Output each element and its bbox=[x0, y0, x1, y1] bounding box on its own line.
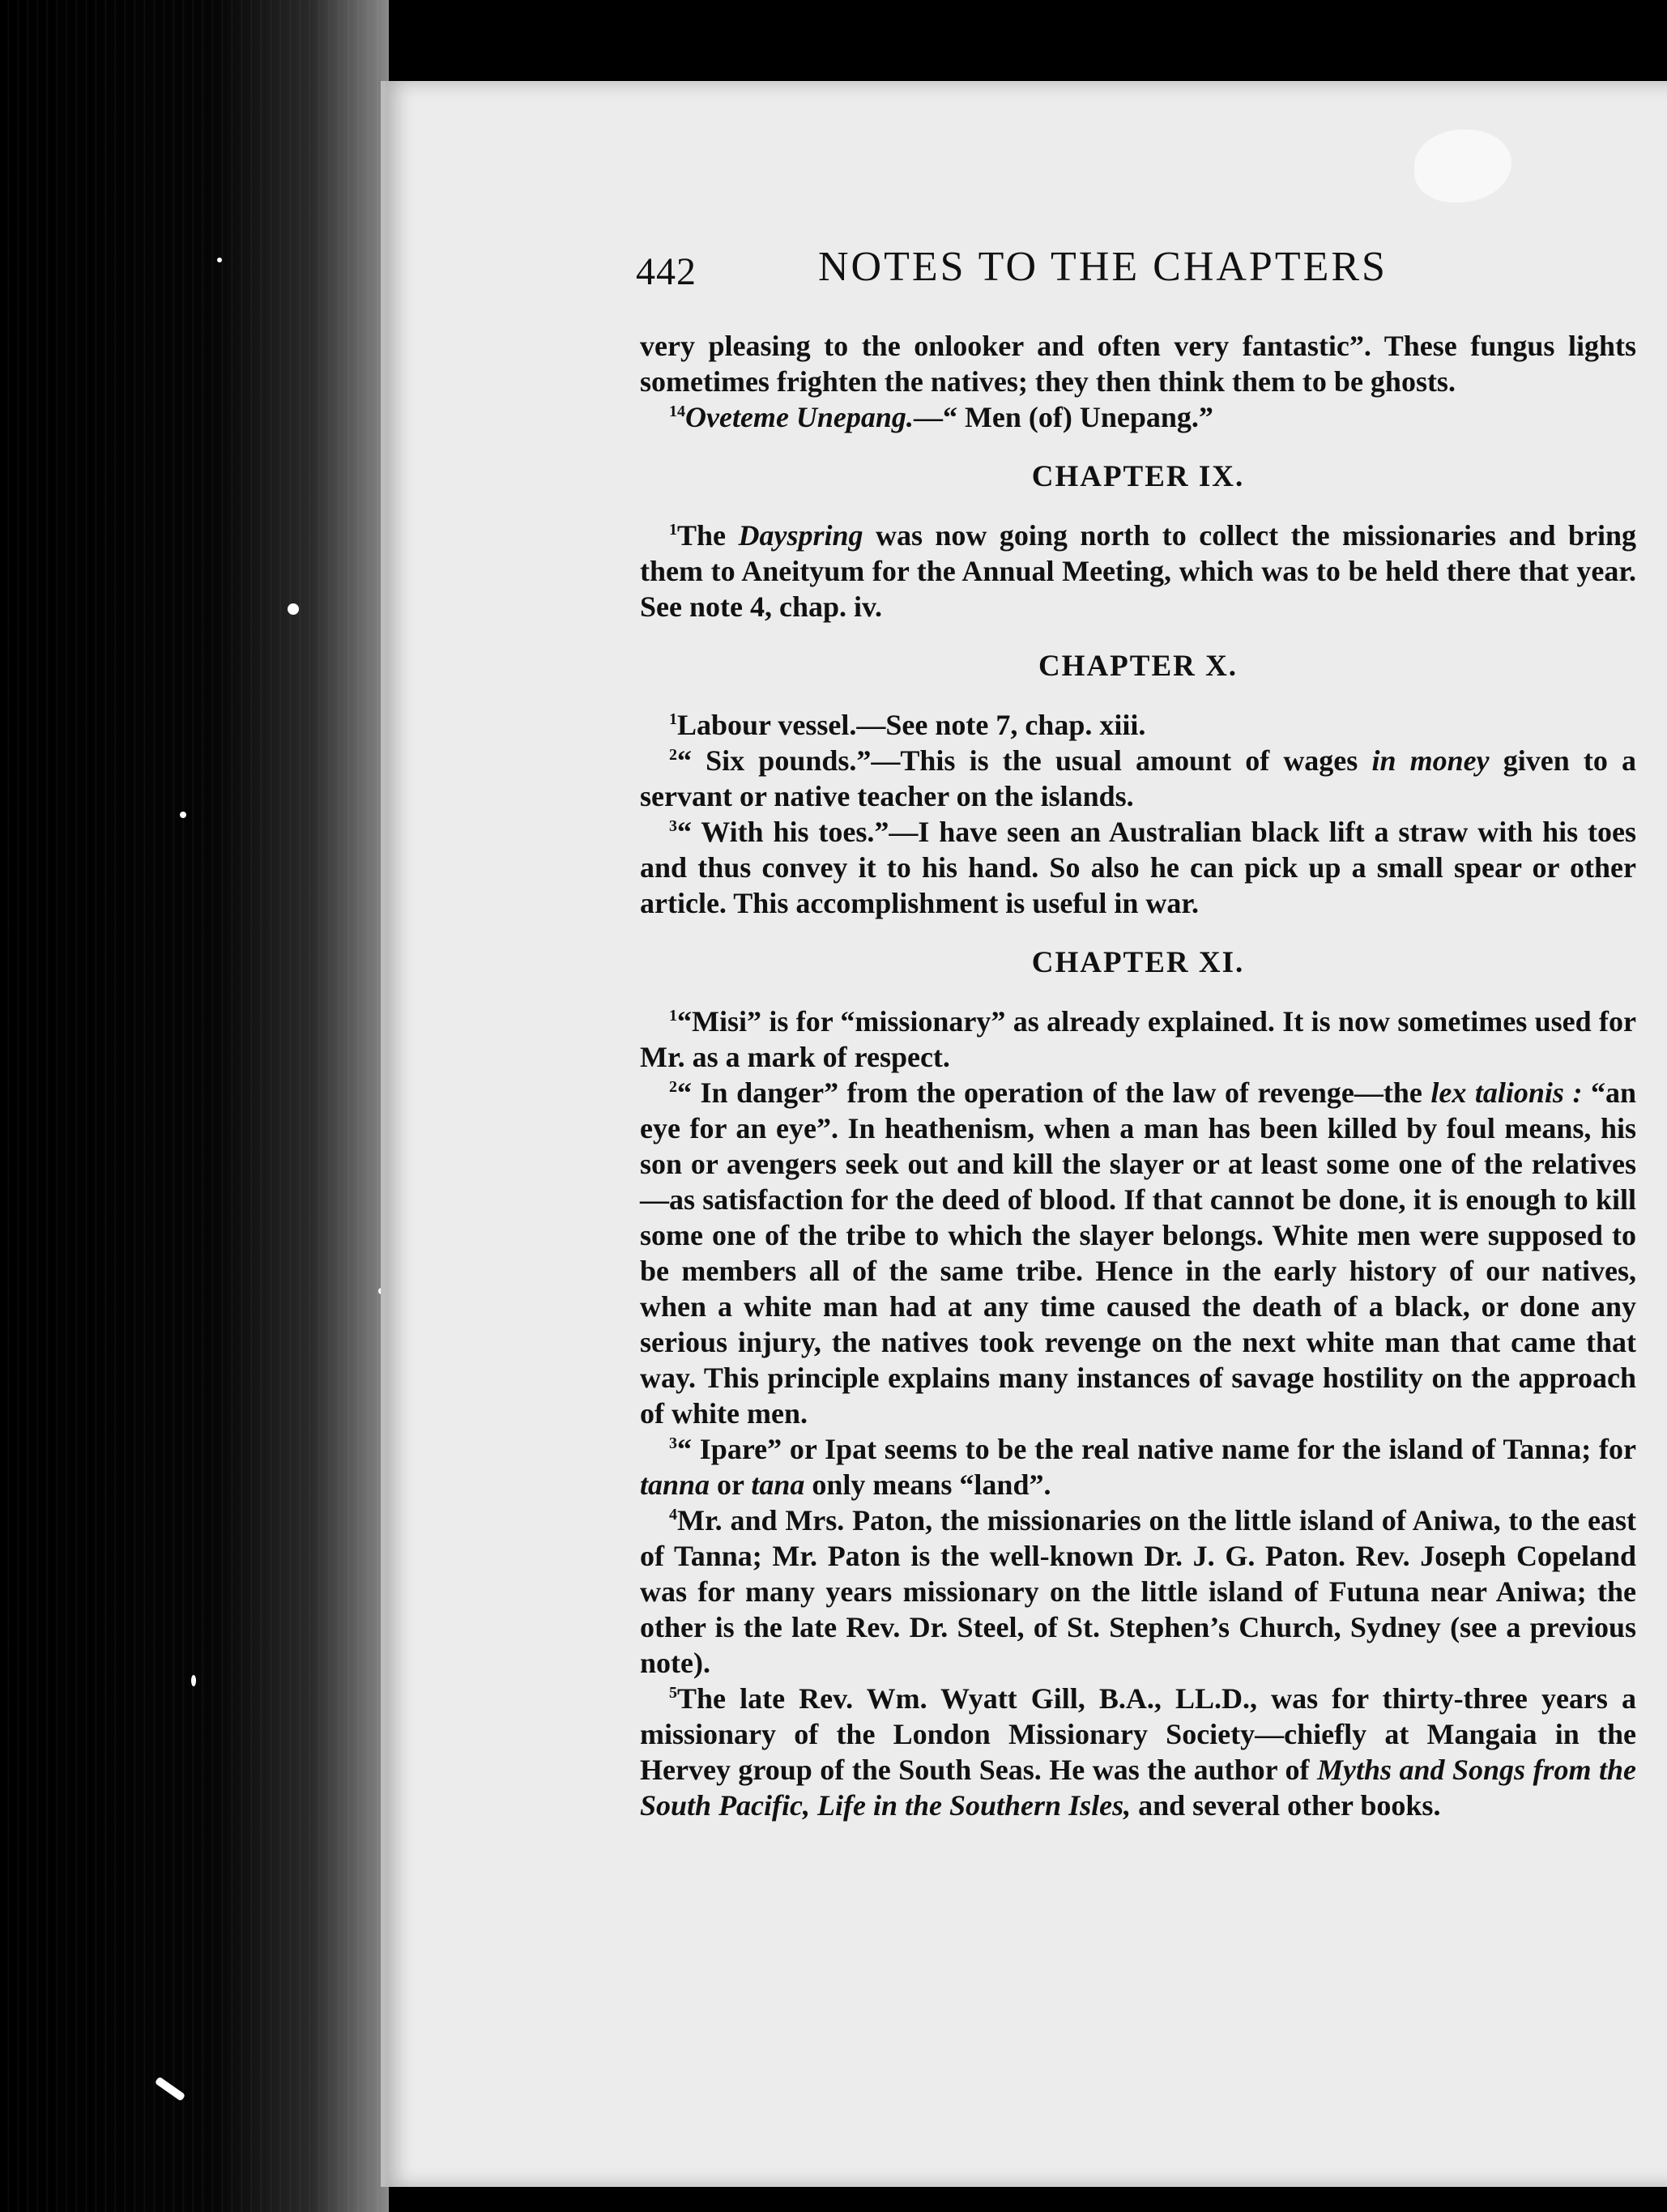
scan-speck bbox=[191, 1675, 196, 1686]
note-number: 1 bbox=[669, 710, 677, 728]
scan-speck bbox=[180, 812, 186, 818]
note-text: was now going north to collect the missionaries and bring them to Aneityum for the Annual Meeting, which was to be held there that year. See note 4, chap. iv. bbox=[640, 519, 1636, 623]
note-term: Oveteme Unepang. bbox=[685, 401, 914, 433]
scan-speck bbox=[217, 258, 222, 262]
scan-speck bbox=[288, 603, 299, 615]
chapter-heading: CHAPTER IX. bbox=[1031, 460, 1245, 493]
chapter-heading: CHAPTER X. bbox=[1038, 650, 1239, 683]
note-text: only means “land”. bbox=[804, 1468, 1051, 1501]
note-text: The late Rev. Wm. Wyatt Gill, B.A., LL.D., was for thirty-three years a missionary of the London Missionary Society—chiefly at Mangaia in the Hervey group of the South Seas. He was the author of bbox=[640, 1682, 1636, 1786]
note-2 bbox=[640, 743, 1636, 814]
note-3 bbox=[640, 814, 1636, 921]
note-1 bbox=[640, 707, 1636, 743]
note-emphasis: tana bbox=[751, 1468, 805, 1501]
chapter-heading: CHAPTER XI. bbox=[1031, 946, 1245, 979]
note-number: 14 bbox=[669, 403, 685, 420]
note-emphasis: tanna bbox=[640, 1468, 710, 1501]
note-number: 5 bbox=[669, 1684, 677, 1702]
note-text: “Misi” is for “missionary” as already explained. It is now sometimes used for Mr. as a mark of respect. bbox=[640, 1005, 1636, 1073]
note-text: “ With his toes.”—I have seen an Australian black lift a straw with his toes and thus convey it to his hand. So also he can pick up a small spear or other article. This accomplishment is useful in war. bbox=[640, 816, 1636, 919]
page-blot bbox=[1414, 130, 1511, 202]
note-text: Labour vessel.—See note 7, chap. xiii. bbox=[677, 709, 1146, 741]
note-1 bbox=[640, 518, 1636, 624]
note-text: “ Ipare” or Ipat seems to be the real native name for the island of Tanna; for bbox=[677, 1433, 1636, 1465]
ship-name: Dayspring bbox=[738, 519, 863, 552]
note-continuation: very pleasing to the onlooker and often very fantastic”. These fungus lights sometimes frighten the natives; they then think them to be ghosts. bbox=[640, 330, 1636, 398]
note-number: 4 bbox=[669, 1506, 677, 1524]
note-number: 3 bbox=[669, 817, 677, 835]
note-3 bbox=[640, 1431, 1636, 1502]
note-number: 2 bbox=[669, 1078, 677, 1096]
note-text: —“ Men (of) Unepang.” bbox=[913, 401, 1213, 433]
note-emphasis: in money bbox=[1371, 744, 1490, 777]
page-number: 442 bbox=[636, 250, 697, 293]
note-4 bbox=[640, 1502, 1636, 1681]
note-14 bbox=[640, 399, 1636, 435]
note-emphasis: lex talionis : bbox=[1430, 1076, 1583, 1109]
note-text: “ Six pounds.”—This is the usual amount of wages bbox=[677, 744, 1372, 777]
note-2 bbox=[640, 1075, 1636, 1431]
note-text: given to a servant or native teacher on the islands. bbox=[640, 744, 1636, 812]
book-titles: Myths and Songs from the South Pacific, Life in the Southern Isles, bbox=[640, 1754, 1636, 1822]
note-number: 1 bbox=[669, 521, 677, 539]
note-text: “ In danger” from the operation of the law of revenge—the bbox=[677, 1076, 1431, 1109]
notes-body bbox=[640, 328, 1636, 1823]
note-5 bbox=[640, 1681, 1636, 1823]
note-text: or bbox=[710, 1468, 752, 1501]
note-number: 1 bbox=[669, 1007, 677, 1025]
note-text: and several other books. bbox=[1131, 1789, 1441, 1822]
page-header bbox=[636, 243, 1527, 308]
note-number: 3 bbox=[669, 1434, 677, 1452]
note-text: “an eye for an eye”. In heathenism, when a man has been killed by foul means, his son or avengers seek out and kill the slayer or at least some one of the relatives—as satisfaction for the deed of blood. If that cannot be done, it is enough to kill some one of the tribe to which the slayer belongs. White men were supposed to be members all of the same tribe. Hence in the early history of our natives, when a white man had at any time caused the death of a black, or done any serious injury, the natives took revenge on the next white man that came that way. This principle explains many instances of savage hostility on the approach of white men. bbox=[640, 1076, 1637, 1430]
note-text: The bbox=[677, 519, 739, 552]
scan-dark-margin bbox=[0, 0, 389, 2212]
note-text: Mr. and Mrs. Paton, the missionaries on the little island of Aniwa, to the east of Tanna; Mr. Paton is the well-known Dr. J. G. Paton. Rev. Joseph Copeland was for many years missionary on the little island of Futuna near Aniwa; the other is the late Rev. Dr. Steel, of St. Stephen’s Church, Sydney (see a previous note). bbox=[640, 1504, 1636, 1679]
running-head: NOTES TO THE CHAPTERS bbox=[818, 244, 1388, 290]
note-number: 2 bbox=[669, 746, 677, 764]
note-1 bbox=[640, 1004, 1636, 1075]
